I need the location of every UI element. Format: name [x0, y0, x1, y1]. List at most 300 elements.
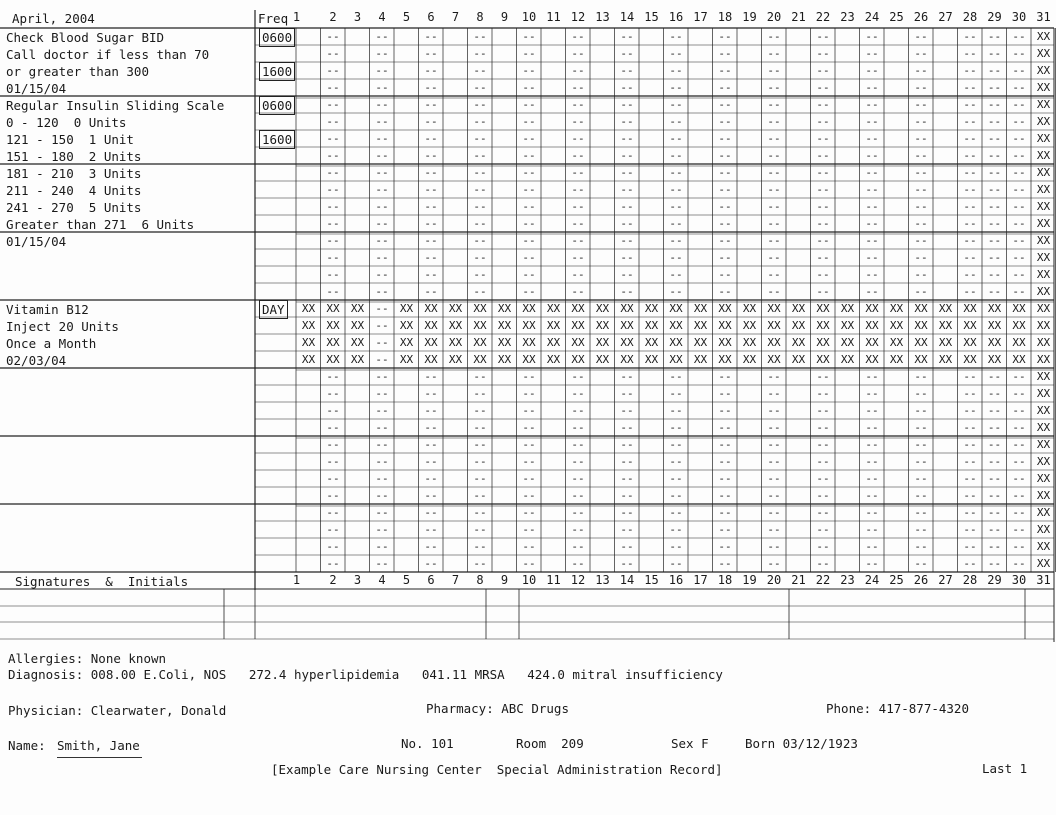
admin-cell[interactable]: XX	[718, 353, 732, 366]
admin-cell[interactable]: --	[987, 455, 1002, 468]
admin-cell[interactable]: XX	[914, 336, 928, 349]
admin-cell[interactable]: --	[718, 523, 732, 536]
admin-cell[interactable]: --	[473, 523, 487, 536]
admin-cell[interactable]: --	[424, 455, 438, 468]
admin-cell[interactable]: --	[914, 506, 928, 519]
admin-cell[interactable]: --	[963, 132, 977, 145]
admin-cell[interactable]: --	[1012, 489, 1026, 502]
admin-cell[interactable]: --	[963, 30, 977, 43]
admin-cell[interactable]: --	[326, 98, 340, 111]
admin-cell[interactable]: --	[767, 438, 781, 451]
admin-cell[interactable]: --	[473, 285, 487, 298]
admin-cell[interactable]: XX	[718, 336, 732, 349]
admin-cell[interactable]: --	[963, 115, 977, 128]
admin-cell[interactable]: XX	[350, 336, 365, 349]
admin-cell[interactable]: --	[914, 268, 928, 281]
admin-cell[interactable]: --	[571, 506, 585, 519]
admin-cell[interactable]: --	[424, 98, 438, 111]
admin-cell[interactable]: --	[865, 149, 879, 162]
admin-cell[interactable]: XX	[865, 302, 879, 315]
admin-cell[interactable]: --	[816, 149, 830, 162]
admin-cell[interactable]: XX	[693, 302, 708, 315]
admin-cell[interactable]: --	[1012, 64, 1026, 77]
admin-cell[interactable]: XX	[497, 336, 512, 349]
admin-cell[interactable]: XX	[987, 302, 1002, 315]
admin-cell[interactable]: --	[816, 268, 830, 281]
admin-cell[interactable]: XX	[497, 319, 512, 332]
admin-cell[interactable]: --	[326, 166, 340, 179]
admin-cell[interactable]: --	[669, 455, 683, 468]
admin-cell[interactable]: --	[767, 234, 781, 247]
admin-cell[interactable]: --	[669, 387, 683, 400]
admin-cell[interactable]: --	[816, 489, 830, 502]
admin-cell[interactable]: --	[816, 30, 830, 43]
admin-cell[interactable]: --	[914, 183, 928, 196]
admin-cell[interactable]: --	[522, 472, 536, 485]
admin-cell[interactable]: --	[620, 47, 634, 60]
admin-cell[interactable]: --	[522, 489, 536, 502]
admin-cell[interactable]: --	[1012, 268, 1026, 281]
admin-cell[interactable]: --	[816, 523, 830, 536]
admin-cell[interactable]: --	[326, 404, 340, 417]
admin-cell[interactable]: --	[375, 81, 389, 94]
admin-cell[interactable]: --	[326, 47, 340, 60]
admin-cell[interactable]: --	[987, 30, 1002, 43]
admin-cell[interactable]: --	[963, 523, 977, 536]
admin-cell[interactable]: --	[620, 234, 634, 247]
admin-cell[interactable]: --	[1012, 81, 1026, 94]
admin-cell[interactable]: --	[375, 217, 389, 230]
admin-cell[interactable]: XX	[693, 336, 708, 349]
admin-cell[interactable]: --	[424, 251, 438, 264]
admin-cell[interactable]: --	[767, 30, 781, 43]
admin-cell[interactable]: --	[669, 64, 683, 77]
admin-cell[interactable]: --	[963, 149, 977, 162]
admin-cell[interactable]: --	[522, 98, 536, 111]
admin-cell[interactable]: --	[914, 115, 928, 128]
admin-cell[interactable]: --	[816, 540, 830, 553]
admin-cell[interactable]: --	[718, 540, 732, 553]
admin-cell[interactable]: --	[816, 421, 830, 434]
admin-cell[interactable]: --	[816, 183, 830, 196]
admin-cell[interactable]: --	[326, 183, 340, 196]
admin-cell[interactable]: --	[718, 115, 732, 128]
admin-cell[interactable]: --	[473, 47, 487, 60]
admin-cell[interactable]: XX	[840, 302, 855, 315]
admin-cell[interactable]: XX	[914, 353, 928, 366]
admin-cell[interactable]: --	[522, 149, 536, 162]
admin-cell[interactable]: --	[473, 64, 487, 77]
admin-cell[interactable]: --	[620, 421, 634, 434]
admin-cell[interactable]: --	[1012, 285, 1026, 298]
admin-cell[interactable]: XX	[1012, 336, 1026, 349]
admin-cell[interactable]: --	[669, 438, 683, 451]
admin-cell[interactable]: --	[375, 251, 389, 264]
admin-cell[interactable]: --	[424, 370, 438, 383]
admin-cell[interactable]: XX	[718, 319, 732, 332]
admin-cell[interactable]: --	[669, 217, 683, 230]
admin-cell[interactable]: --	[571, 200, 585, 213]
admin-cell[interactable]: --	[1012, 132, 1026, 145]
admin-cell[interactable]: --	[522, 132, 536, 145]
admin-cell[interactable]: --	[620, 166, 634, 179]
admin-cell[interactable]: --	[571, 217, 585, 230]
admin-cell[interactable]: --	[620, 30, 634, 43]
admin-cell[interactable]: --	[326, 115, 340, 128]
admin-cell[interactable]: XX	[816, 302, 830, 315]
admin-cell[interactable]: XX	[669, 353, 683, 366]
admin-cell[interactable]: --	[375, 30, 389, 43]
admin-cell[interactable]: --	[718, 217, 732, 230]
admin-cell[interactable]: --	[865, 472, 879, 485]
admin-cell[interactable]: --	[816, 455, 830, 468]
admin-cell[interactable]: --	[987, 98, 1002, 111]
admin-cell[interactable]: --	[522, 234, 536, 247]
admin-cell[interactable]: --	[963, 557, 977, 570]
admin-cell[interactable]: XX	[1036, 438, 1051, 451]
admin-cell[interactable]: --	[963, 404, 977, 417]
admin-cell[interactable]: --	[767, 149, 781, 162]
admin-cell[interactable]: --	[816, 166, 830, 179]
admin-cell[interactable]: --	[473, 268, 487, 281]
admin-cell[interactable]: --	[816, 98, 830, 111]
admin-cell[interactable]: --	[522, 30, 536, 43]
admin-cell[interactable]: XX	[399, 319, 414, 332]
admin-cell[interactable]: --	[669, 523, 683, 536]
admin-cell[interactable]: XX	[987, 353, 1002, 366]
admin-cell[interactable]: --	[473, 166, 487, 179]
admin-cell[interactable]: --	[571, 421, 585, 434]
admin-cell[interactable]: --	[669, 285, 683, 298]
admin-cell[interactable]: --	[473, 387, 487, 400]
admin-cell[interactable]: --	[1012, 540, 1026, 553]
admin-cell[interactable]: XX	[644, 353, 659, 366]
admin-cell[interactable]: --	[963, 438, 977, 451]
admin-cell[interactable]: --	[571, 81, 585, 94]
admin-cell[interactable]: --	[326, 251, 340, 264]
admin-cell[interactable]: --	[424, 183, 438, 196]
admin-cell[interactable]: --	[522, 557, 536, 570]
admin-cell[interactable]: XX	[1036, 47, 1051, 60]
admin-cell[interactable]: XX	[1036, 183, 1051, 196]
admin-cell[interactable]: --	[865, 523, 879, 536]
admin-cell[interactable]: --	[987, 115, 1002, 128]
admin-cell[interactable]: --	[1012, 557, 1026, 570]
admin-cell[interactable]: --	[571, 132, 585, 145]
admin-cell[interactable]: XX	[693, 319, 708, 332]
admin-cell[interactable]: --	[963, 183, 977, 196]
admin-cell[interactable]: --	[326, 234, 340, 247]
admin-cell[interactable]: XX	[546, 319, 561, 332]
admin-cell[interactable]: --	[620, 540, 634, 553]
admin-cell[interactable]: --	[571, 438, 585, 451]
admin-cell[interactable]: --	[424, 166, 438, 179]
admin-cell[interactable]: --	[865, 421, 879, 434]
admin-cell[interactable]: --	[914, 30, 928, 43]
admin-cell[interactable]: --	[522, 251, 536, 264]
admin-cell[interactable]: XX	[1036, 200, 1051, 213]
admin-cell[interactable]: --	[424, 489, 438, 502]
admin-cell[interactable]: --	[963, 472, 977, 485]
admin-cell[interactable]: --	[571, 489, 585, 502]
admin-cell[interactable]: --	[718, 421, 732, 434]
admin-cell[interactable]: --	[914, 404, 928, 417]
admin-cell[interactable]: XX	[473, 302, 487, 315]
admin-cell[interactable]: --	[375, 47, 389, 60]
admin-cell[interactable]: --	[669, 30, 683, 43]
admin-cell[interactable]: XX	[1036, 30, 1051, 43]
admin-cell[interactable]: XX	[546, 336, 561, 349]
admin-cell[interactable]: XX	[448, 319, 463, 332]
admin-cell[interactable]: --	[669, 268, 683, 281]
admin-cell[interactable]: --	[620, 217, 634, 230]
admin-cell[interactable]: --	[375, 523, 389, 536]
admin-cell[interactable]: --	[522, 370, 536, 383]
admin-cell[interactable]: --	[620, 251, 634, 264]
admin-cell[interactable]: XX	[767, 336, 781, 349]
admin-cell[interactable]: --	[963, 387, 977, 400]
admin-cell[interactable]: XX	[399, 336, 414, 349]
admin-cell[interactable]: --	[1012, 523, 1026, 536]
admin-cell[interactable]: --	[767, 251, 781, 264]
admin-cell[interactable]: --	[767, 200, 781, 213]
admin-cell[interactable]: --	[571, 234, 585, 247]
admin-cell[interactable]: --	[620, 404, 634, 417]
admin-cell[interactable]: --	[522, 455, 536, 468]
admin-cell[interactable]: --	[620, 472, 634, 485]
admin-cell[interactable]: --	[987, 251, 1002, 264]
admin-cell[interactable]: XX	[1036, 540, 1051, 553]
admin-cell[interactable]: --	[522, 540, 536, 553]
admin-cell[interactable]: XX	[938, 319, 953, 332]
admin-cell[interactable]: --	[424, 132, 438, 145]
admin-cell[interactable]: --	[987, 421, 1002, 434]
admin-cell[interactable]: --	[620, 489, 634, 502]
admin-cell[interactable]: --	[669, 489, 683, 502]
admin-cell[interactable]: --	[1012, 217, 1026, 230]
admin-cell[interactable]: XX	[448, 336, 463, 349]
admin-cell[interactable]: --	[326, 438, 340, 451]
admin-cell[interactable]: --	[1012, 438, 1026, 451]
admin-cell[interactable]: XX	[326, 336, 340, 349]
admin-cell[interactable]: XX	[350, 319, 365, 332]
admin-cell[interactable]: --	[669, 404, 683, 417]
admin-cell[interactable]: XX	[326, 353, 340, 366]
admin-cell[interactable]: --	[987, 438, 1002, 451]
admin-cell[interactable]: XX	[571, 319, 585, 332]
admin-cell[interactable]: --	[326, 489, 340, 502]
admin-cell[interactable]: --	[375, 540, 389, 553]
admin-cell[interactable]: XX	[448, 353, 463, 366]
admin-cell[interactable]: --	[914, 523, 928, 536]
admin-cell[interactable]: --	[326, 506, 340, 519]
admin-cell[interactable]: --	[865, 438, 879, 451]
admin-cell[interactable]: XX	[669, 319, 683, 332]
admin-cell[interactable]: --	[865, 540, 879, 553]
admin-cell[interactable]: --	[718, 47, 732, 60]
admin-cell[interactable]: --	[375, 472, 389, 485]
admin-cell[interactable]: --	[1012, 183, 1026, 196]
admin-cell[interactable]: XX	[1036, 268, 1051, 281]
admin-cell[interactable]: --	[375, 336, 389, 349]
admin-cell[interactable]: --	[963, 251, 977, 264]
admin-cell[interactable]: --	[424, 472, 438, 485]
admin-cell[interactable]: --	[620, 285, 634, 298]
admin-cell[interactable]: XX	[767, 353, 781, 366]
admin-cell[interactable]: --	[620, 132, 634, 145]
admin-cell[interactable]: --	[1012, 251, 1026, 264]
admin-cell[interactable]: --	[522, 64, 536, 77]
admin-cell[interactable]: XX	[1036, 472, 1051, 485]
admin-cell[interactable]: --	[987, 268, 1002, 281]
admin-cell[interactable]: --	[914, 200, 928, 213]
admin-cell[interactable]: --	[669, 200, 683, 213]
admin-cell[interactable]: XX	[889, 302, 904, 315]
admin-cell[interactable]: XX	[326, 319, 340, 332]
admin-cell[interactable]: --	[963, 540, 977, 553]
admin-cell[interactable]: XX	[1036, 506, 1051, 519]
admin-cell[interactable]: XX	[424, 302, 438, 315]
admin-cell[interactable]: --	[473, 200, 487, 213]
admin-cell[interactable]: --	[865, 387, 879, 400]
admin-cell[interactable]: --	[1012, 404, 1026, 417]
admin-cell[interactable]: XX	[1036, 455, 1051, 468]
admin-cell[interactable]: --	[963, 285, 977, 298]
admin-cell[interactable]: --	[914, 64, 928, 77]
admin-cell[interactable]: --	[375, 404, 389, 417]
admin-cell[interactable]: --	[375, 319, 389, 332]
admin-cell[interactable]: --	[571, 251, 585, 264]
admin-cell[interactable]: --	[816, 251, 830, 264]
admin-cell[interactable]: --	[718, 183, 732, 196]
admin-cell[interactable]: --	[375, 132, 389, 145]
admin-cell[interactable]: --	[326, 540, 340, 553]
admin-cell[interactable]: --	[914, 251, 928, 264]
admin-cell[interactable]: XX	[1036, 64, 1051, 77]
admin-cell[interactable]: --	[963, 421, 977, 434]
admin-cell[interactable]: XX	[840, 336, 855, 349]
admin-cell[interactable]: XX	[595, 353, 610, 366]
admin-cell[interactable]: --	[767, 166, 781, 179]
admin-cell[interactable]: --	[620, 183, 634, 196]
admin-cell[interactable]: --	[987, 387, 1002, 400]
admin-cell[interactable]: --	[620, 115, 634, 128]
admin-cell[interactable]: XX	[1036, 217, 1051, 230]
admin-cell[interactable]: XX	[522, 319, 536, 332]
admin-cell[interactable]: XX	[889, 336, 904, 349]
admin-cell[interactable]: XX	[571, 336, 585, 349]
admin-cell[interactable]: --	[767, 540, 781, 553]
admin-cell[interactable]: --	[522, 506, 536, 519]
admin-cell[interactable]: --	[1012, 234, 1026, 247]
admin-cell[interactable]: XX	[1036, 285, 1051, 298]
admin-cell[interactable]: --	[375, 183, 389, 196]
admin-cell[interactable]: --	[816, 115, 830, 128]
admin-cell[interactable]: --	[1012, 200, 1026, 213]
admin-cell[interactable]: --	[718, 30, 732, 43]
admin-cell[interactable]: --	[326, 217, 340, 230]
admin-cell[interactable]: --	[718, 370, 732, 383]
admin-cell[interactable]: XX	[448, 302, 463, 315]
admin-cell[interactable]: --	[620, 81, 634, 94]
admin-cell[interactable]: --	[987, 47, 1002, 60]
admin-cell[interactable]: --	[375, 557, 389, 570]
admin-cell[interactable]: --	[914, 540, 928, 553]
admin-cell[interactable]: --	[473, 234, 487, 247]
admin-cell[interactable]: --	[865, 251, 879, 264]
admin-cell[interactable]: --	[767, 523, 781, 536]
admin-cell[interactable]: --	[571, 455, 585, 468]
admin-cell[interactable]: XX	[963, 319, 977, 332]
admin-cell[interactable]: --	[620, 523, 634, 536]
admin-cell[interactable]: --	[914, 47, 928, 60]
admin-cell[interactable]: --	[522, 115, 536, 128]
admin-cell[interactable]: XX	[742, 319, 757, 332]
admin-cell[interactable]: --	[963, 200, 977, 213]
admin-cell[interactable]: --	[767, 81, 781, 94]
admin-cell[interactable]: XX	[399, 353, 414, 366]
admin-cell[interactable]: --	[571, 30, 585, 43]
admin-cell[interactable]: XX	[1036, 132, 1051, 145]
admin-cell[interactable]: --	[987, 200, 1002, 213]
admin-cell[interactable]: --	[987, 234, 1002, 247]
admin-cell[interactable]: --	[816, 387, 830, 400]
admin-cell[interactable]: --	[326, 268, 340, 281]
admin-cell[interactable]: XX	[1012, 302, 1026, 315]
admin-cell[interactable]: --	[767, 132, 781, 145]
admin-cell[interactable]: --	[424, 200, 438, 213]
admin-cell[interactable]: --	[914, 132, 928, 145]
admin-cell[interactable]: --	[473, 98, 487, 111]
admin-cell[interactable]: --	[865, 47, 879, 60]
admin-cell[interactable]: --	[963, 47, 977, 60]
admin-cell[interactable]: --	[375, 506, 389, 519]
admin-cell[interactable]: --	[718, 557, 732, 570]
admin-cell[interactable]: --	[718, 404, 732, 417]
admin-cell[interactable]: XX	[546, 302, 561, 315]
admin-cell[interactable]: XX	[473, 336, 487, 349]
admin-cell[interactable]: --	[669, 557, 683, 570]
admin-cell[interactable]: --	[1012, 370, 1026, 383]
admin-cell[interactable]: --	[375, 387, 389, 400]
admin-cell[interactable]: XX	[1036, 557, 1051, 570]
admin-cell[interactable]: XX	[865, 336, 879, 349]
admin-cell[interactable]: --	[865, 506, 879, 519]
admin-cell[interactable]: XX	[301, 353, 316, 366]
admin-cell[interactable]: --	[424, 234, 438, 247]
admin-cell[interactable]: --	[669, 166, 683, 179]
admin-cell[interactable]: --	[522, 404, 536, 417]
admin-cell[interactable]: --	[865, 370, 879, 383]
admin-cell[interactable]: --	[914, 370, 928, 383]
admin-cell[interactable]: --	[914, 149, 928, 162]
admin-cell[interactable]: --	[522, 523, 536, 536]
admin-cell[interactable]: XX	[595, 319, 610, 332]
admin-cell[interactable]: --	[1012, 506, 1026, 519]
admin-cell[interactable]: --	[375, 200, 389, 213]
admin-cell[interactable]: XX	[889, 319, 904, 332]
admin-cell[interactable]: --	[865, 132, 879, 145]
admin-cell[interactable]: --	[718, 387, 732, 400]
admin-cell[interactable]: --	[816, 285, 830, 298]
admin-cell[interactable]: --	[767, 64, 781, 77]
admin-cell[interactable]: --	[669, 132, 683, 145]
admin-cell[interactable]: --	[375, 353, 389, 366]
admin-cell[interactable]: --	[571, 47, 585, 60]
admin-cell[interactable]: --	[718, 472, 732, 485]
admin-cell[interactable]: --	[767, 557, 781, 570]
admin-cell[interactable]: --	[620, 64, 634, 77]
